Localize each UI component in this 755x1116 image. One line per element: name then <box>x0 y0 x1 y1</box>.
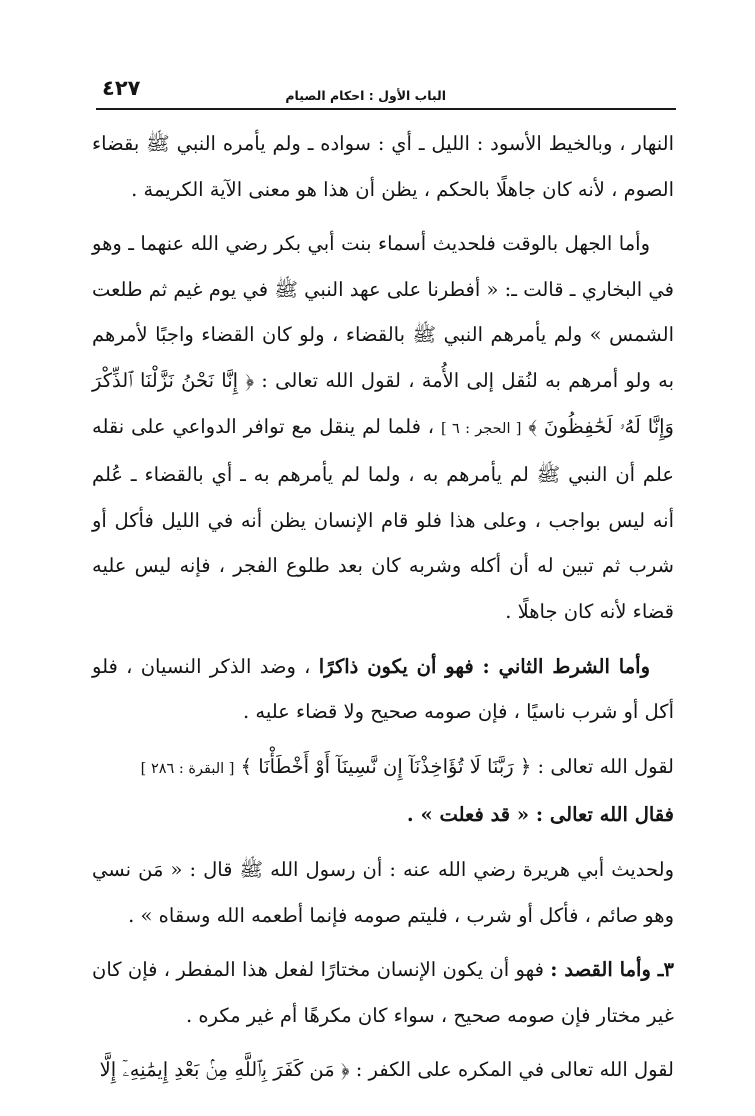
paragraph-text: فهو أن يكون الإنسان مختارًا لفعل هذا المفطر ، فإن كان غير مختار فإن صومه صحيح ، سواء كان مكرهًا أم غير مكره . <box>92 958 674 1027</box>
quran-reference: [ البقرة : ٢٨٦ ] <box>140 760 235 777</box>
chapter-title: الباب الأول : احكام الصيام <box>285 88 446 103</box>
paragraph-6 <box>92 947 674 1038</box>
paragraph-text: وأما الجهل بالوقت فلحديث أسماء بنت أبي بكر رضي الله عنهما ـ وهو في البخاري ـ قالت ـ: « أفطرنا على عهد النبي ﷺ في يوم غيم ثم طلعت الشمس » ولم يأمرهم النبي ﷺ بالقضاء ، ولو كان القضاء واجبًا لأمرهم به ولو أمرهم به لنُقل إلى الأُمة ، لقول الله تعالى : ﴿ إِنَّا نَحْنُ نَزَّلْنَا ٱلذِّكْرَ وَإِنَّا لَهُۥ لَحَٰفِظُونَ ﴾ <box>92 232 674 438</box>
paragraph-text: النهار ، وبالخيط الأسود : الليل ـ أي : سواده ـ ولم يأمره النبي ﷺ بقضاء الصوم ، لأنه كان جاهلًا بالحكم ، يظن أن هذا هو معنى الآية الكريمة . <box>92 132 674 201</box>
section-heading: وأما الشرط الثاني : فهو أن يكون ذاكرًا <box>318 654 650 678</box>
paragraph-text: لقول الله تعالى : ﴿ رَبَّنَا لَا تُؤَاخِذْنَآ إِن نَّسِينَآ أَوْ أَخْطَأْنَا ﴾ <box>240 754 674 778</box>
running-header <box>96 68 676 110</box>
paragraph-text: لقول الله تعالى في المكره على الكفر : ﴿ مَن كَفَرَ بِٱللَّهِ مِنۢ بَعْدِ إِيمَٰنِهِۦٓ إِلَّا <box>99 1058 674 1082</box>
paragraph-text: ، وضد الذكر النسيان ، فلو أكل أو شرب ناسيًا ، فإن صومه صحيح ولا قضاء عليه . <box>92 654 674 724</box>
paragraph-4 <box>92 744 674 838</box>
section-heading: ٣ـ وأما القصد : <box>550 958 675 982</box>
paragraph-1 <box>92 121 674 212</box>
paragraph-3 <box>92 644 674 735</box>
paragraph-7 <box>92 1047 674 1093</box>
paragraph-5 <box>92 847 674 938</box>
page-body <box>92 121 674 1093</box>
page-number: ٤٢٧ <box>102 76 141 100</box>
hadith-quote: فقال الله تعالى : « قد فعلت » . <box>406 803 674 827</box>
paragraph-text: ، فلما لم ينقل مع توافر الدواعي على نقله علم أن النبي ﷺ لم يأمرهم به ، ولما لم يأمرهم به ـ أي بالقضاء ـ عُلم أنه ليس بواجب ، وعلى هذا فلو قام الإنسان يظن أنه في الليل فأكل أو شرب ثم تبين له أن أكله وشربه كان بعد طلوع الفجر ، فإنه ليس عليه قضاء لأنه كان جاهلًا . <box>92 414 674 623</box>
paragraph-text: ولحديث أبي هريرة رضي الله عنه : أن رسول الله ﷺ قال : « مَن نسي وهو صائم ، فأكل أو شرب ، فليتم صومه فإنما أطعمه الله وسقاه » . <box>92 857 674 927</box>
paragraph-2 <box>92 221 674 634</box>
quran-reference: [ الحجر : ٦ ] <box>441 420 522 437</box>
